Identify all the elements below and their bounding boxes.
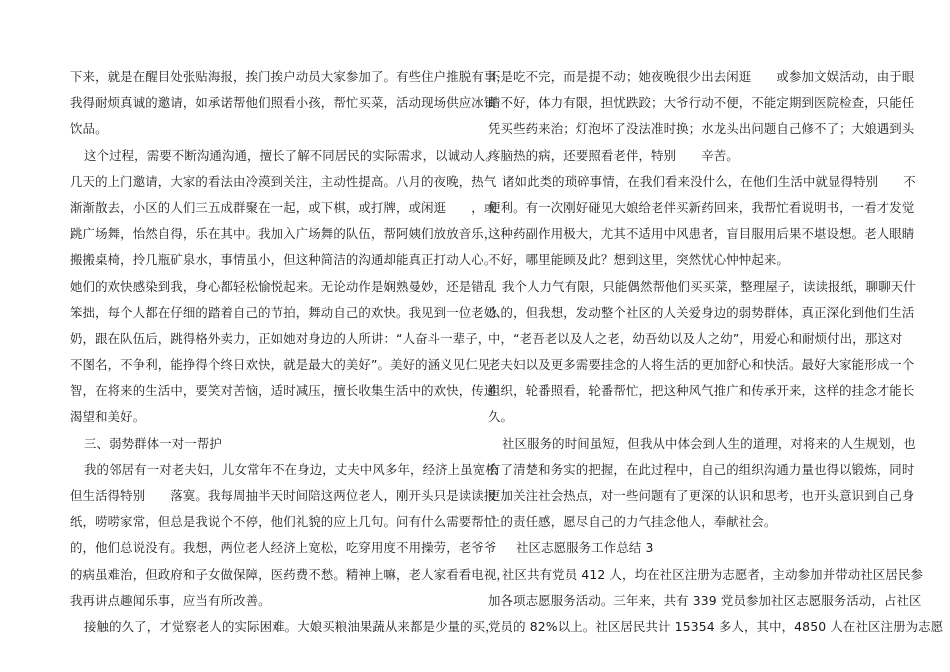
left-column xyxy=(70,64,509,640)
paragraph-start-line: 我个人力气有限，只能偶然帮他们买买菜，整理屋子，读读报纸，聊聊天什 xyxy=(502,278,916,294)
text-line: 不图名，不争利，能挣得个终日欢快，就是最大的美好”。美好的涵义见仁见 xyxy=(70,357,491,373)
paragraph-start-line: 社区服务的时间虽短，但我从中体会到人生的道理，对将来的人生规划，也 xyxy=(502,435,916,451)
text-line: 这种药副作用极大，尤其不适用中风患者，盲目服用后果不堪设想。老人眼睛 xyxy=(488,226,915,242)
paragraph-start-line: 我的邻居有一对老夫妇，儿女常年不在身边，丈夫中风多年，经济上虽宽松 xyxy=(84,461,498,477)
text-line: 组织，轮番照看，轮番帮忙，把这种风气推广和传承开来，这样的挂念才能长 xyxy=(488,383,915,399)
right-column xyxy=(488,64,944,640)
text-line: 几天的上门邀请，大家的看法由冷漠到关注，主动性提高。八月的夜晚，热气 xyxy=(70,173,497,189)
section-title: 社区志愿服务工作总结 3 xyxy=(516,540,654,556)
paragraph-start-line: 这个过程，需要不断沟通沟通，擅长了解不同居民的实际需求，以诚动人。 xyxy=(84,147,498,163)
text-line: 更加关注社会热点，对一些问题有了更深的认识和思考，也开头意识到自己身 xyxy=(488,488,915,503)
text-line: 便利。有一次刚好碰见大娘给老伴买新药回来，我帮忙看说明书，一看才发觉 xyxy=(488,199,915,215)
text-line: 下来，就是在醒目处张贴海报，挨门挨户动员大家参加了。有些住户推脱有事， xyxy=(70,69,509,84)
text-line: 她们的欢快感染到我，身心都轻松愉悦起来。无论动作是娴熟曼妙，还是错乱 xyxy=(70,278,497,294)
text-line: 我得耐烦真诚的邀请，如承诺帮他们照看小孩，帮忙买菜，活动现场供应冰镇 xyxy=(70,95,497,111)
paragraph-start-line: 诸如此类的琐碎事情，在我们看来没什么，在他们生活中就显得特别 不 xyxy=(502,173,916,189)
text-line: 笨拙，每个人都在仔细的踏着自己的节拍，舞动自己的欢快。我见到一位老奶 xyxy=(70,304,497,320)
text-line: 不好，哪里能顾及此？想到这里，突然忧心忡忡起来。 xyxy=(488,252,789,268)
text-line: 的病虽难治，但政府和子女做保障，医药费不愁。精神上嘛，老人家看看电视， xyxy=(70,566,509,582)
text-line: 纸，唠唠家常，但总是我说个不停，他们礼貌的应上几句。问有什么需要帮忙 xyxy=(70,514,497,530)
text-line: 久。 xyxy=(488,409,514,425)
text-line: 老夫妇以及更多需要挂念的人将生活的更加舒心和快活。最好大家能形成一个 xyxy=(488,357,915,373)
text-line: 但生活得特别 落寞。我每周抽半天时间陪这两位老人，刚开头只是读读报 xyxy=(70,488,497,503)
text-line: 饮品。 xyxy=(70,121,108,137)
text-line: 渴望和美好。 xyxy=(70,409,146,425)
text-line: 不是吃不完，而是提不动；她夜晚很少出去闲逛 或参加文娱活动，由于眼 xyxy=(488,69,915,84)
section-heading: 三、弱势群体一对一帮护 xyxy=(84,435,222,451)
paragraph-start-line: 社区共有党员 412 人，均在社区注册为志愿者，主动参加并带动社区居民参 xyxy=(502,566,924,582)
text-line: 么的，但我想，发动整个社区的人关爱身边的弱势群体，真正深化到他们生活 xyxy=(488,304,915,320)
text-line: 党员的 82%以上。社区居民共计 15354 多人，其中，4850 人在社区注册为志愿 xyxy=(488,618,944,634)
text-line: 上的责任感，愿尽自己的力气挂念他人，奉献社会。 xyxy=(488,514,777,530)
text-line: 搬搬桌椅，拎几瓶矿泉水，事情虽小，但这种简洁的沟通却能真正打动人心。 xyxy=(70,252,497,268)
text-line: 有了清楚和务实的把握，在此过程中，自己的组织沟通力量也得以锻炼，同时 xyxy=(488,461,915,477)
text-line: 中，“老吾老以及人之老，幼吾幼以及人之幼”，用爱心和耐烦付出，那这对 xyxy=(488,330,903,346)
text-line: 奶，跟在队伍后，跳得格外卖力，正如她对身边的人所讲：“人奋斗一辈子， xyxy=(70,330,491,346)
text-line: 的，他们总说没有。我想，两位老人经济上宽松，吃穿用度不用操劳，老爷爷 xyxy=(70,540,497,556)
text-line: 渐渐散去，小区的人们三五成群聚在一起，或下棋，或打牌，或闲逛 ，或 xyxy=(70,199,497,215)
text-line: 智，在将来的生活中，要笑对苦恼，适时减压，擅长收集生活中的欢快，传递 xyxy=(70,383,497,399)
text-line: 跳广场舞，怡然自得，乐在其中。我加入广场舞的队伍，帮阿姨们放放音乐， xyxy=(70,226,497,242)
text-line: 我再讲点趣闻乐事，应当有所改善。 xyxy=(70,592,271,608)
paragraph-start-line: 接触的久了，才觉察老人的实际困难。大娘买粮油果蔬从来都是少量的买， xyxy=(84,618,498,634)
text-line: 睛不好，体力有限，担忧跌跤；大爷行动不便，不能定期到医院检查，只能任 xyxy=(488,95,915,111)
text-line: 疼脑热的病，还要照看老伴，特别 辛苦。 xyxy=(488,147,739,163)
text-line: 凭买些药来治；灯泡坏了没法准时换；水龙头出问题自己修不了；大娘遇到头 xyxy=(488,121,915,137)
text-line: 加各项志愿服务活动。三年来，共有 339 党员参加社区志愿服务活动，占社区 xyxy=(488,592,922,608)
